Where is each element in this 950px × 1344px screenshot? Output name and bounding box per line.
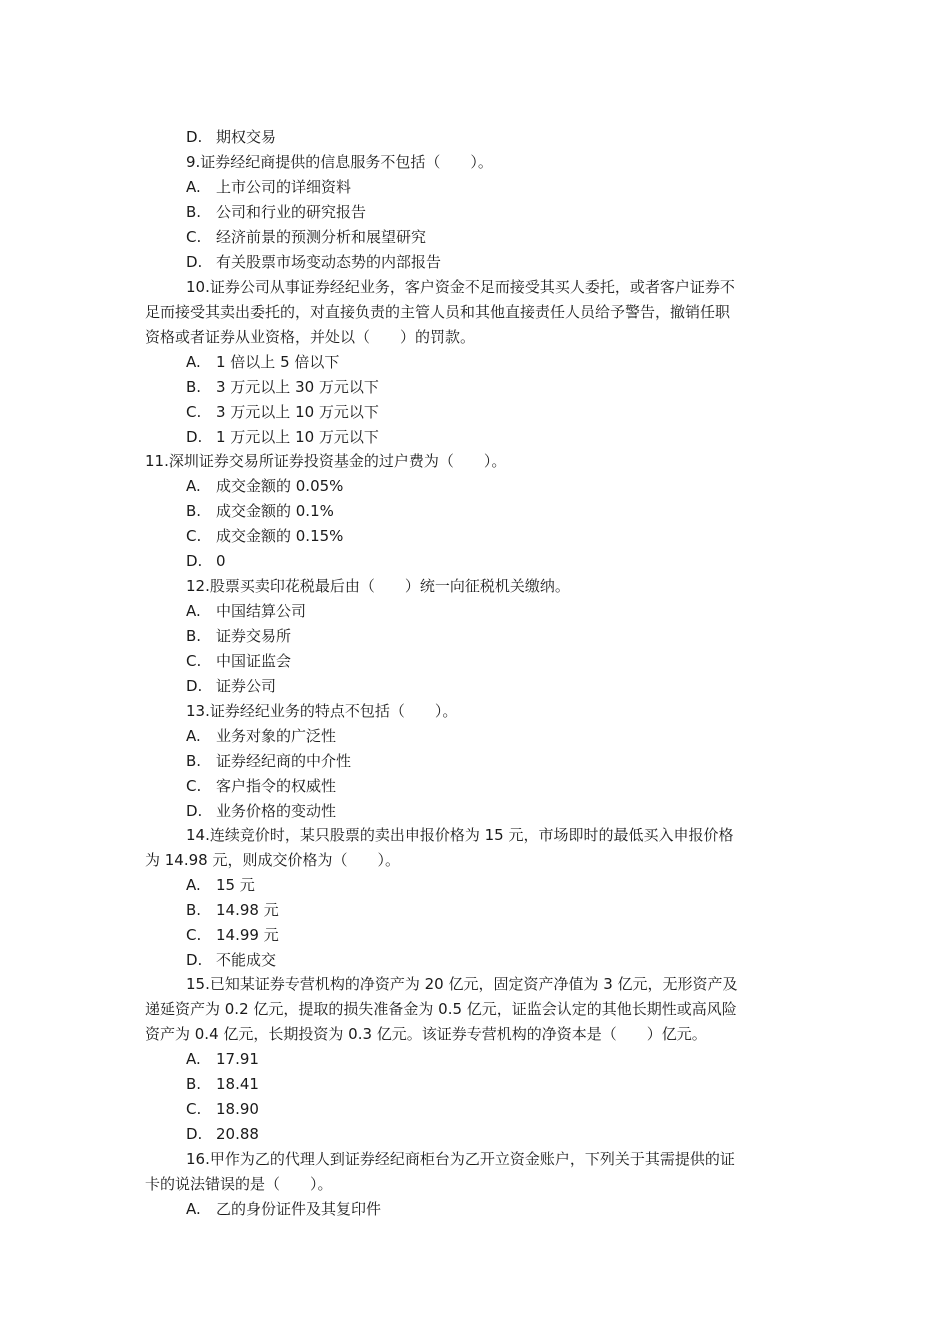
- option-b: B. 证券经纪商的中介性: [186, 752, 352, 770]
- question-9: 9.证券经纪商提供的信息服务不包括（ ）。: [186, 153, 493, 171]
- option-c: C. 经济前景的预测分析和展望研究: [186, 228, 427, 246]
- option-d: D. 0: [186, 552, 226, 570]
- option-a: A. 成交金额的 0.05%: [186, 477, 344, 495]
- option-b: B. 成交金额的 0.1%: [186, 502, 334, 520]
- option-b: B. 18.41: [186, 1075, 259, 1093]
- option-a: A. 业务对象的广泛性: [186, 727, 337, 745]
- option-d: D. 期权交易: [186, 128, 277, 146]
- option-a: A. 15 元: [186, 876, 255, 894]
- option-c: C. 客户指令的权威性: [186, 777, 337, 795]
- option-a: A. 中国结算公司: [186, 602, 307, 620]
- option-c: C. 18.90: [186, 1100, 259, 1118]
- option-d: D. 不能成交: [186, 951, 277, 969]
- option-d: D. 业务价格的变动性: [186, 802, 337, 820]
- option-b: B. 公司和行业的研究报告: [186, 203, 367, 221]
- question-10: 10.证券公司从事证券经纪业务，客户资金不足而接受其买人委托，或者客户证券不: [186, 278, 735, 296]
- question-15-cont: 资产为 0.4 亿元，长期投资为 0.3 亿元。该证券专营机构的净资本是（ ）亿元。: [145, 1025, 707, 1043]
- question-14: 14.连续竞价时，某只股票的卖出申报价格为 15 元，市场即时的最低买入申报价格: [186, 826, 734, 844]
- option-a: A. 1 倍以上 5 倍以下: [186, 353, 340, 371]
- option-c: C. 中国证监会: [186, 652, 292, 670]
- option-b: B. 证券交易所: [186, 627, 292, 645]
- question-16: 16.甲作为乙的代理人到证券经纪商柜台为乙开立资金账户，下列关于其需提供的证: [186, 1150, 735, 1168]
- option-c: C. 14.99 元: [186, 926, 279, 944]
- option-b: B. 3 万元以上 30 万元以下: [186, 378, 379, 396]
- option-d: D. 1 万元以上 10 万元以下: [186, 428, 379, 446]
- option-c: C. 3 万元以上 10 万元以下: [186, 403, 379, 421]
- option-b: B. 14.98 元: [186, 901, 279, 919]
- option-d: D. 20.88: [186, 1125, 259, 1143]
- question-15: 15.已知某证券专营机构的净资产为 20 亿元，固定资产净值为 3 亿元，无形资产及: [186, 975, 738, 993]
- question-16-cont: 卡的说法错误的是（ ）。: [145, 1175, 333, 1193]
- question-14-cont: 为 14.98 元，则成交价格为（ ）。: [145, 851, 400, 869]
- option-a: A. 乙的身份证件及其复印件: [186, 1200, 382, 1218]
- option-d: D. 证券公司: [186, 677, 277, 695]
- option-a: A. 上市公司的详细资料: [186, 178, 352, 196]
- question-10-cont: 足而接受其卖出委托的，对直接负责的主管人员和其他直接责任人员给予警告，撤销任职: [145, 303, 731, 321]
- option-a: A. 17.91: [186, 1050, 259, 1068]
- question-10-cont: 资格或者证券从业资格，并处以（ ）的罚款。: [145, 328, 476, 346]
- option-c: C. 成交金额的 0.15%: [186, 527, 344, 545]
- option-d: D. 有关股票市场变动态势的内部报告: [186, 253, 442, 271]
- question-15-cont: 递延资产为 0.2 亿元，提取的损失准备金为 0.5 亿元，证监会认定的其他长期性或高风险: [145, 1000, 737, 1018]
- question-11: 11.深圳证券交易所证券投资基金的过户费为（ ）。: [145, 452, 507, 470]
- question-13: 13.证券经纪业务的特点不包括（ ）。: [186, 702, 458, 720]
- question-12: 12.股票买卖印花税最后由（ ）统一向征税机关缴纳。: [186, 577, 570, 595]
